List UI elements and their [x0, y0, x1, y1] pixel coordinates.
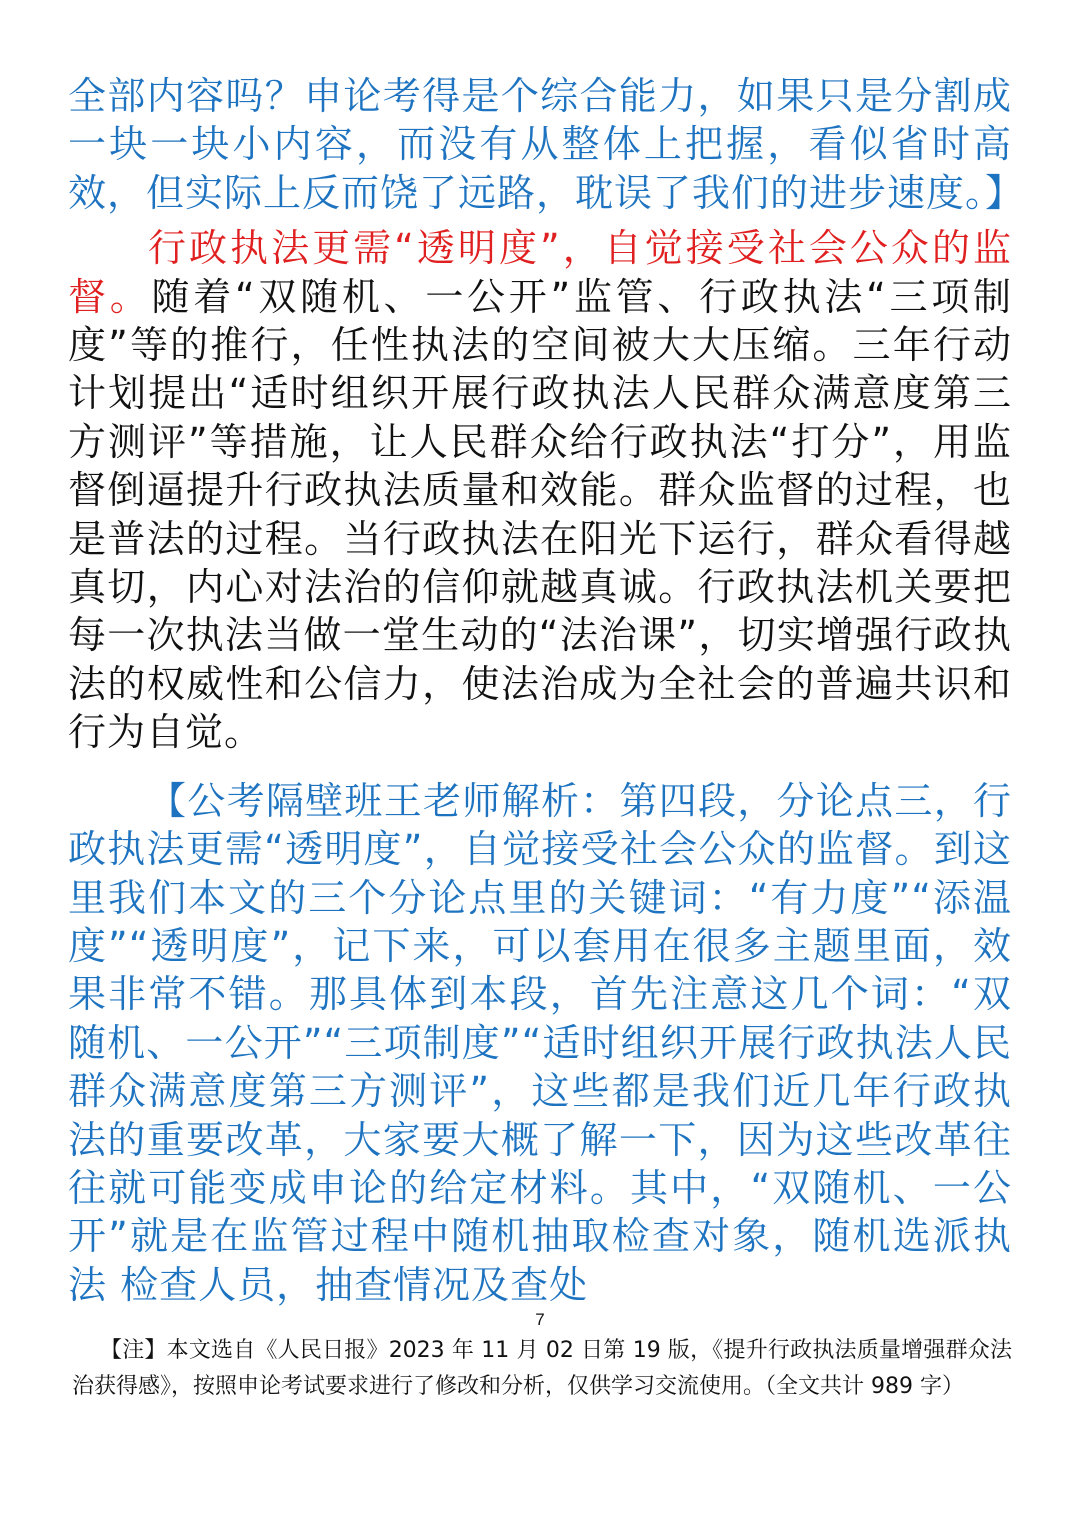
main-paragraph [68, 224, 1012, 756]
document-body [68, 72, 1025, 1309]
topic-sentence-highlight: 行政执法更需“透明度”，自觉接受社会公众的监督。 [68, 226, 1012, 319]
main-paragraph-body: 随着“双随机、一公开”监管、行政执法“三项制度”等的推行，任性执法的空间被大大压缩。三年行动计划提出“适时组织开展行政执法人民群众满意度第三方测评”等措施，让人民群众给行政执法“打分”，用监督倒逼提升行政执法质量和效能。群众监督的过程，也是普法的过程。当行政执法在阳光下运行，群众看得越真切，内心对法治的信仰就越真诚。行政执法机关要把每一次执法当做一堂生动的“法治课”，切实增强行政执法的权威性和公信力，使法治成为全社会的普遍共识和行为自觉。 [68, 274, 1012, 755]
analysis-paragraph: 【公考隔壁班王老师解析：第四段，分论点三，行政执法更需“透明度”，自觉接受社会公众的监督。到这里我们本文的三个分论点里的关键词：“有力度”“添温度”“透明度”，记下来，可以套用在很多主题里面，效果非常不错。那具体到本段，首先注意这几个词：“双随机、一公开”“三项制度”“适时组织开展行政执法人民群众满意度第三方测评”，这些都是我们近几年行政执法的重要改革，大家要大概了解一下，因为这些改革往往就可能变成申论的给定材料。其中，“双随机、一公开”就是在监管过程中随机抽取检查对象，随机选派执法 检查人员，抽查情况及查处 [68, 778, 1012, 1307]
page-number: 7 [535, 1310, 545, 1329]
source-footnote: 【注】本文选自《人民日报》2023 年 11 月 02 日第 19 版，《提升行政执法质量增强群众法治获得感》，按照申论考试要求进行了修改和分析，仅供学习交流使用。（全文共计 989 字） [72, 1338, 1012, 1399]
analysis-paragraph-continued: 全部内容吗？申论考得是个综合能力，如果只是分割成一块一块小内容，而没有从整体上把握，看似省时高效，但实际上反而饶了远路，耽误了我们的进步速度。】 [68, 74, 1025, 215]
